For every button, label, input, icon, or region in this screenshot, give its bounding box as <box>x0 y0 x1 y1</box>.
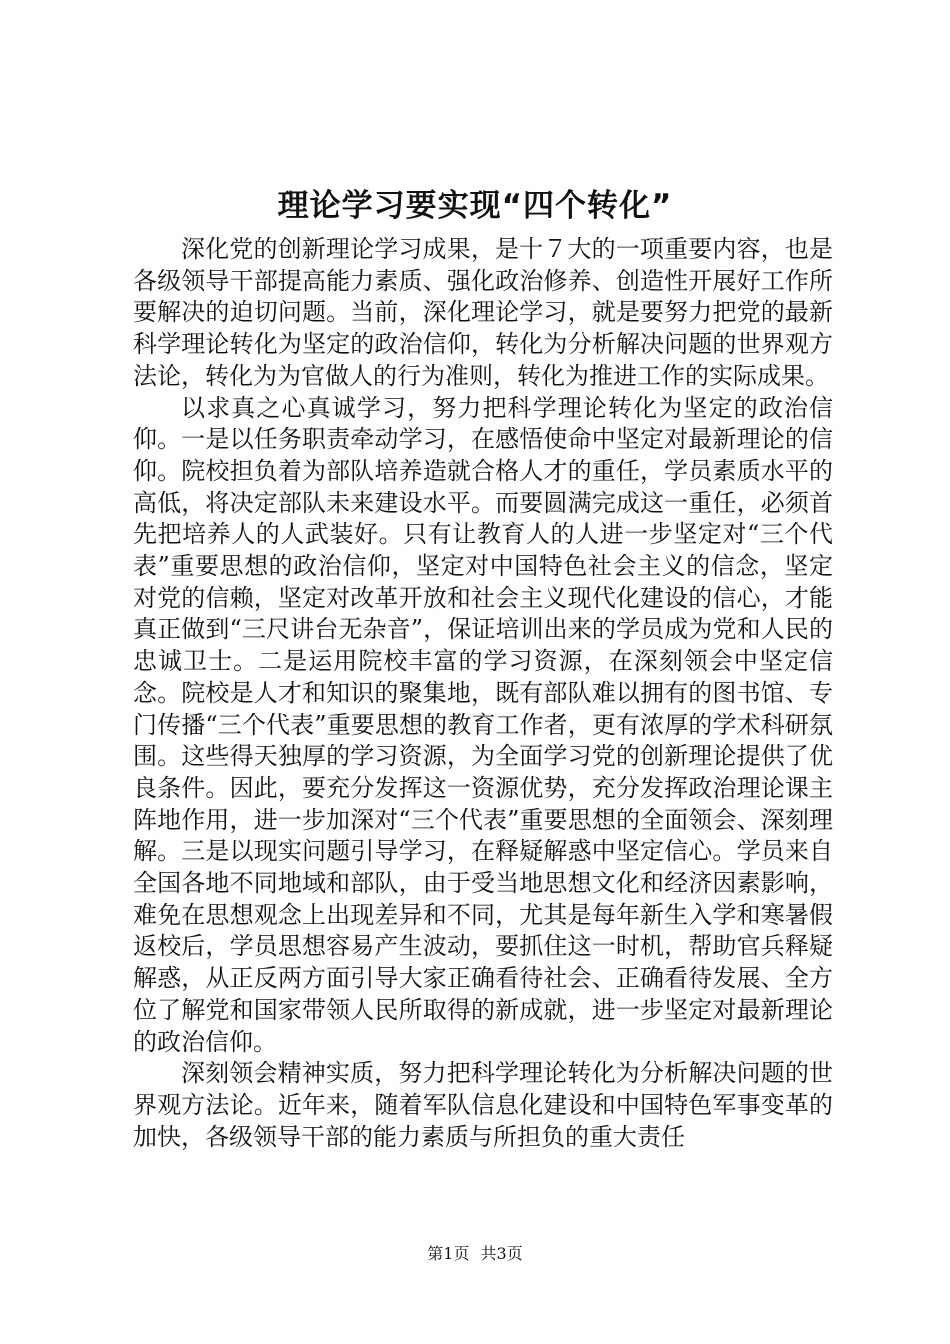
page-number: 第1页 <box>427 1244 470 1263</box>
document-title: 理论学习要实现“四个转化” <box>277 188 673 224</box>
paragraph-methodology: 深刻领会精神实质，努力把科学理论转化为分析解决问题的世界观方法论。近年来，随着军队信息化建设和中国特色军事变革的加快，各级领导干部的能力素质与所担负的重大责任 <box>133 1059 833 1151</box>
document-body <box>133 234 833 1153</box>
page-total: 共3页 <box>480 1244 523 1263</box>
page-footer <box>0 1243 950 1265</box>
paragraph-intro: 深化党的创新理论学习成果，是十７大的一项重要内容，也是各级领导干部提高能力素质、强化政治修养、创造性开展好工作所要解决的迫切问题。当前，深化理论学习，就是要努力把党的最新科学理论转化为坚定的政治信仰，转化为分析解决问题的世界观方法论，转化为为官做人的行为准则，转化为推进工作的实际成果。 <box>133 235 833 390</box>
paragraph-political-belief: 以求真之心真诚学习，努力把科学理论转化为坚定的政治信仰。一是以任务职责牵动学习，在感悟使命中坚定对最新理论的信仰。院校担负着为部队培养造就合格人才的重任，学员素质水平的高低，将决定部队未来建设水平。而要圆满完成这一重任，必须首先把培养人的人武装好。只有让教育人的人进一步坚定对“三个代表”重要思想的政治信仰，坚定对中国特色社会主义的信念，坚定对党的信赖，坚定对改革开放和社会主义现代化建设的信心，才能真正做到“三尺讲台无杂音”，保证培训出来的学员成为党和人民的忠诚卫士。二是运用院校丰富的学习资源，在深刻领会中坚定信念。院校是人才和知识的聚集地，既有部队难以拥有的图书馆、专门传播“三个代表”重要思想的教育工作者，更有浓厚的学术科研氛围。这些得天独厚的学习资源，为全面学习党的创新理论提供了优良条件。因此，要充分发挥这一资源优势，充分发挥政治理论课主阵地作用，进一步加深对“三个代表”重要思想的全面领会、深刻理解。三是以现实问题引导学习，在释疑解惑中坚定信心。学员来自全国各地不同地域和部队，由于受当地思想文化和经济因素影响，难免在思想观念上出现差异和不同，尤其是每年新生入学和寒暑假返校后，学员思想容易产生波动，要抓住这一时机，帮助官兵释疑解惑，从正反两方面引导大家正确看待社会、正确看待发展、全方位了解党和国家带领人民所取得的新成就，进一步坚定对最新理论的政治信仰。 <box>133 393 833 1056</box>
